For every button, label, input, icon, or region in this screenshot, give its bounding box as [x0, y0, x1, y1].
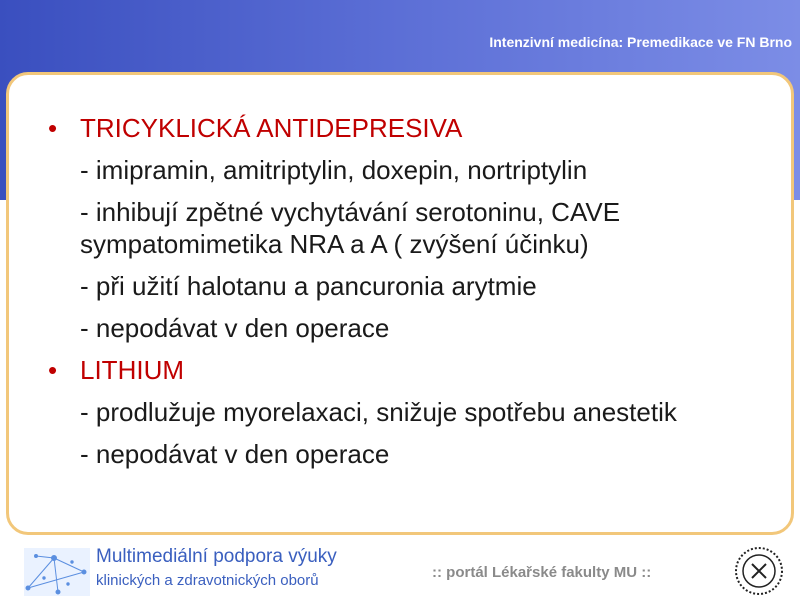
sub-item: - nepodávat v den operace: [80, 313, 390, 343]
heading-text: TRICYKLICKÁ ANTIDEPRESIVA: [80, 113, 463, 143]
multimedia-network-logo: [24, 548, 90, 596]
footer: [0, 540, 800, 600]
heading-text: LITHIUM: [80, 355, 184, 385]
header-title: Intenzivní medicína: Premedikace ve FN Brno: [489, 34, 792, 50]
footer-title: Multimediální podpora výuky: [96, 546, 337, 567]
sub-item: - nepodávat v den operace: [80, 439, 390, 469]
bullet-heading-lithium: [48, 354, 748, 386]
bullet-list: [48, 112, 748, 480]
portal-link[interactable]: :: portál Lékařské fakulty MU ::: [432, 564, 652, 581]
bullet-heading-tricyclic: [48, 112, 748, 144]
sub-item: - při užití halotanu a pancuronia arytmie: [80, 271, 537, 301]
bullet-dot: •: [48, 113, 58, 143]
sub-item: - inhibují zpětné vychytávání serotoninu, CAVE sympatomimetika NRA a A ( zvýšení účinku): [80, 197, 621, 259]
footer-subtitle: klinických a zdravotnických oborů: [96, 572, 319, 589]
sub-item: - imipramin, amitriptylin, doxepin, nortriptylin: [80, 155, 588, 185]
mu-faculty-seal: [734, 546, 784, 596]
bullet-dot: •: [48, 355, 58, 385]
sub-item: - prodlužuje myorelaxaci, snižuje spotřebu anestetik: [80, 397, 677, 427]
